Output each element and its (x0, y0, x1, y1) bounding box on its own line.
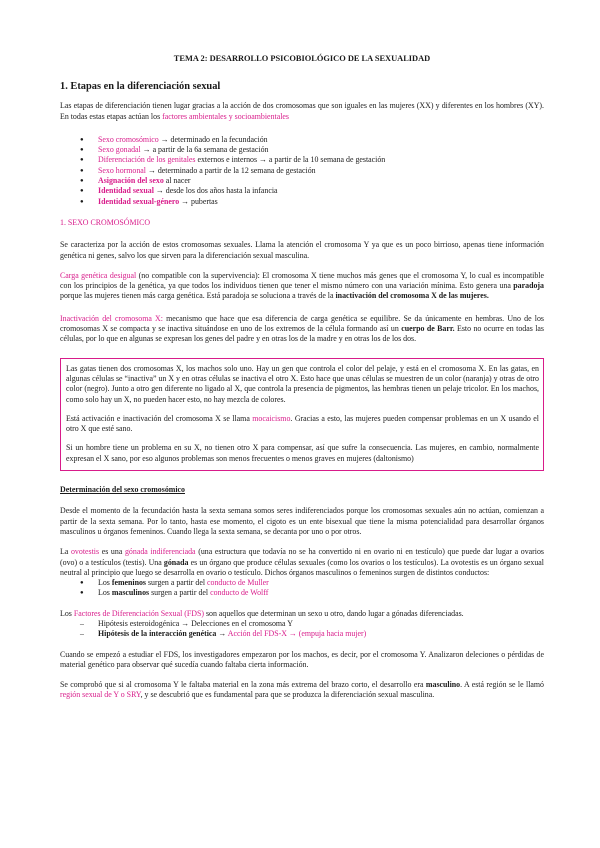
highlight-box (60, 358, 544, 471)
list-item: ● Identidad sexual → desde los dos años hasta la infancia (60, 186, 544, 196)
list-item: – Hipótesis esteroidogénica → Delecciones en el cromosoma Y (60, 619, 544, 629)
list-item: ● Los femeninos surgen a partir del conducto de Muller (60, 578, 544, 588)
list-item: ● Sexo hormonal → determinado a partir de la 12 semana de gestación (60, 166, 544, 176)
ducts-list (60, 578, 544, 599)
list-item: – Hipótesis de la interacción genética → Acción del FDS-X → (empuja hacia mujer) (60, 629, 544, 639)
hypotheses-list (60, 619, 544, 640)
paragraph: Se comprobó que si al cromosoma Y le faltaba material en la zona más extrema del brazo corto, el desarrollo era masculino. A está región se le llamó región sexual de Y o SRY, y se descubrió que es fundamental para que se produzca la diferenciación sexual masculina. (60, 680, 544, 700)
paragraph: Inactivación del cromosoma X: mecanismo que hace que esa diferencia de carga genética se equilibre. Se da únicamente en hembras. Uno de los cromosomas X se compacta y se inactiva situándose en uno de los extremos de la célula formando así un cuerpo de Barr. Esto no ocurre en todas las células, por lo que en algunas se expresan los genes del padre y en otras los de la madre y en otras los de los dos. (60, 313, 544, 344)
box-paragraph: Está activación e inactivación del cromosoma X se llama mocaicismo. Gracias a esto, las mujeres pueden compensar problemas en un X usando el otro X que esté sano. (66, 413, 540, 434)
paragraph: Los Factores de Diferenciación Sexual (FDS) son aquellos que determinan un sexo u otro, dando lugar a gónadas diferenciadas. (60, 608, 464, 618)
list-item: ● Asignación del sexo al nacer (60, 176, 544, 186)
subsection-heading: 1. SEXO CROMOSÓMICO (60, 217, 151, 227)
intro-highlight: factores ambientales y socioambientales (162, 111, 289, 121)
intro-paragraph (60, 101, 544, 122)
subheading: Determinación del sexo cromosómico (60, 485, 185, 495)
intro-text: Las etapas de diferenciación tienen lugar gracias a la acción de dos cromosomas que son iguales en las mujeres (XX) y diferentes en los hombres (XY). En todas estas etapas actúan los (60, 101, 544, 121)
stages-list (60, 135, 544, 207)
paragraph: La ovotestis es una gónada indiferenciada (una estructura que todavía no se ha convertido ni en ovario ni en testículo) que puede dar lugar a ovarios (ovo) o a testículos (testis). Una gónada es un órgano que produce células sexuales (como los ovarios o los testículos). La ovotestis es un órgano sexual neutral al principio que luego se desarrolla en ovario o testículo. Dichos órganos masculinos o femeninos surgen de distintos conductos: (60, 547, 544, 577)
list-item: ● Los masculinos surgen a partir del conducto de Wolff (60, 588, 544, 598)
paragraph: Se caracteriza por la acción de estos cromosomas sexuales. Llama la atención el cromosoma Y ya que es un poco birrioso, apenas tiene información genética ni genes, salvo los que sirven para la diferenciación sexual masculina. (60, 240, 544, 260)
list-item: ● Identidad sexual-género → pubertas (60, 197, 544, 207)
paragraph: Carga genética desigual (no compatible con la supervivencia): El cromosoma X tiene muchos más genes que el cromosoma Y, lo cual es incompatible con los principios de la genética, ya que todos los individuos tienen que tener el mismo número con una variación mínima. Esto genera una paradoja porque las mujeres tienen más carga genética. Está paradoja se soluciona a través de la inactivación del cromosoma X de las mujeres. (60, 270, 544, 301)
list-item: ● Sexo gonadal → a partir de la 6a semana de gestación (60, 145, 544, 155)
section-heading: 1. Etapas en la diferenciación sexual (60, 81, 221, 93)
page-title: TEMA 2: DESARROLLO PSICOBIOLÓGICO DE LA SEXUALIDAD (173, 54, 431, 63)
box-paragraph: Si un hombre tiene un problema en su X, no tienen otro X para compensar, así que sufre la consecuencia. Las mujeres, en cambio, normalmente expresan el X sano, por eso algunos problemas son menos frecuentes o menos graves en mujeres (daltonismo) (66, 443, 539, 463)
list-item: ● Sexo cromosómico → determinado en la fecundación (60, 135, 544, 145)
paragraph: Cuando se empezó a estudiar el FDS, los investigadores empezaron por los machos, es decir, por el cromosoma Y. Analizaron deleciones o pérdidas de material genético para observar qué sucedía cuando faltaba cierta información. (60, 649, 544, 669)
document-page (60, 54, 544, 701)
paragraph: Desde el momento de la fecundación hasta la sexta semana somos seres indiferenciados porque los cromosomas sexuales aún no actúan, comienzan a partir de la sexta semana. Por lo tanto, hasta ese momento, el cigoto es un ente bisexual que tiene la misma potencialidad para desarrollar órganos masculinos u órganos femeninos. Cuando llega la sexta semana, se decanta por uno o por otros. (60, 506, 544, 536)
box-paragraph: Las gatas tienen dos cromosomas X, los machos solo uno. Hay un gen que controla el color del pelaje, y está en el cromosoma X. En las gatas, en algunas células se “inactiva” un X y en otras células se inactiva el otro X. Esto hace que unas células se muestren de un color (naranja) y otras de otro color (negro). Junto a otro gen diferente no ligado al X, que controla la presencia de pigmentos, las hembras tienen un pelaje tricolor. En los machos, como solo hay un X, no pueden hacer esto, no hay mezcla de colores. (66, 363, 539, 404)
list-item: ● Diferenciación de los genitales externos e internos → a partir de la 10 semana de gestación (60, 155, 544, 165)
